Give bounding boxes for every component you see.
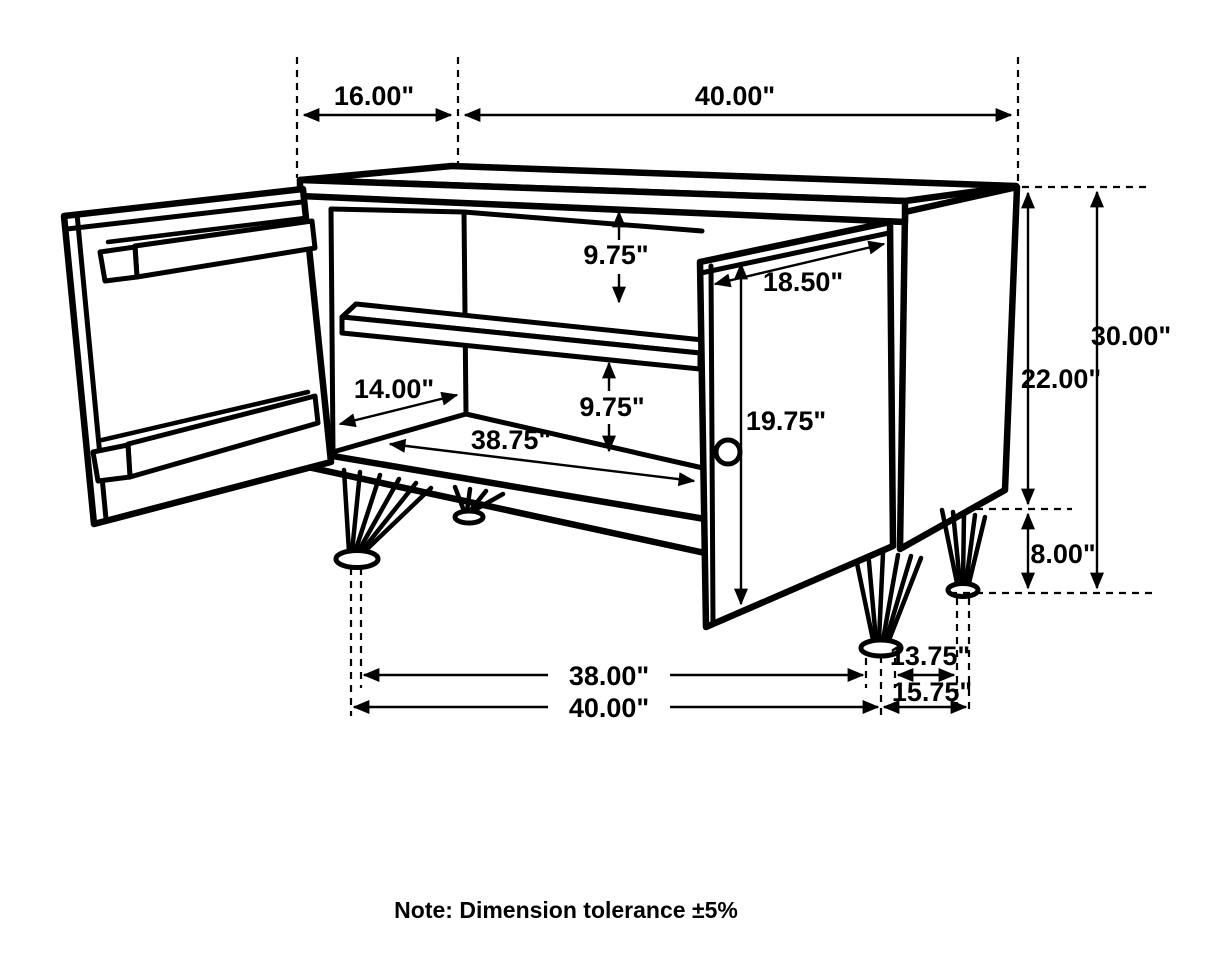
dim-overall-width [354, 693, 878, 723]
back-left-foot [455, 511, 483, 523]
dim-leg-span-width [364, 661, 863, 691]
dim-label-case-height: 22.00" [1020, 364, 1102, 394]
middle-shelf [342, 304, 703, 369]
extension-lines-top [297, 57, 1018, 184]
dim-interior-depth [340, 374, 457, 424]
front-right-leg [854, 549, 921, 656]
dim-lower-shelf-gap [579, 363, 644, 451]
dim-label-top-depth: 16.00" [333, 81, 415, 111]
dim-label-leg-height: 8.00" [1030, 539, 1096, 569]
front-left-foot [336, 551, 378, 568]
dim-label-leg-span-width: 38.00" [568, 661, 650, 691]
dim-label-leg-span-depth: 13.75" [889, 641, 971, 671]
dim-overall-depth [884, 677, 972, 707]
dim-label-top-width: 40.00" [694, 81, 776, 111]
dim-case-height [1021, 193, 1101, 504]
dim-label-upper-shelf-gap: 9.75" [583, 240, 649, 270]
right-side-panel [900, 187, 1017, 549]
bottom-panel-front-edge [303, 451, 705, 553]
tolerance-note: Note: Dimension tolerance ±5% [394, 897, 738, 923]
dim-top-width [465, 81, 1011, 115]
dim-label-lower-shelf-gap: 9.75" [579, 392, 645, 422]
dim-label-overall-width: 40.00" [568, 693, 650, 723]
dim-label-door-width: 18.50" [762, 267, 844, 297]
dim-overall-height [1091, 192, 1171, 588]
back-right-foot [948, 584, 978, 597]
dim-label-interior-depth: 14.00" [353, 374, 435, 404]
dim-top-depth [304, 81, 451, 115]
dim-leg-span-depth [890, 641, 970, 675]
dim-label-overall-depth: 15.75" [891, 677, 973, 707]
dim-label-interior-width: 38.75" [470, 425, 552, 455]
dim-label-overall-height: 30.00" [1090, 321, 1172, 351]
door-knob [716, 440, 740, 464]
dim-label-door-height: 19.75" [745, 406, 827, 436]
left-door [64, 189, 331, 524]
dim-leg-height [1028, 514, 1096, 588]
